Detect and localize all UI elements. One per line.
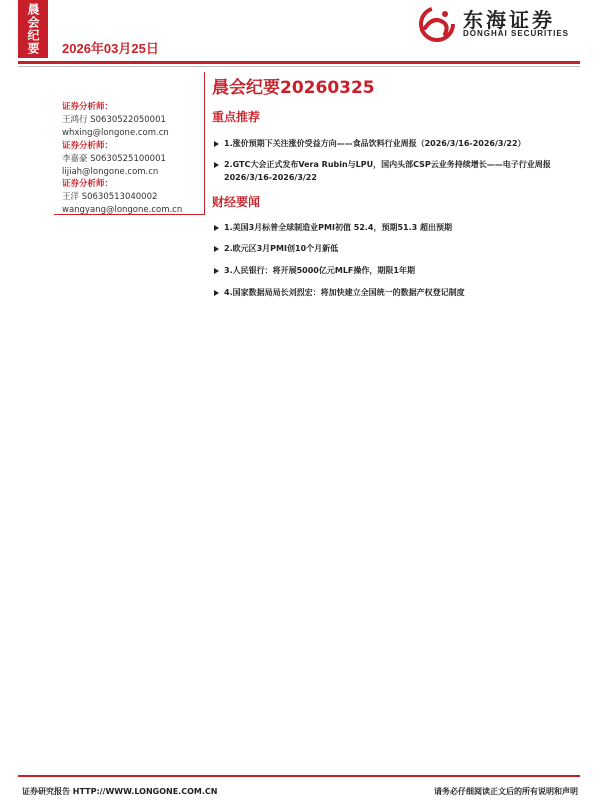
news-item: 2.欧元区3月PMI创10个月新低	[214, 242, 584, 255]
news-item: 3.人民银行：将开展5000亿元MLF操作，期限1年期	[214, 264, 584, 277]
triangle-bullet-icon	[214, 162, 219, 168]
triangle-bullet-icon	[214, 246, 219, 252]
report-date: 2026年03月25日	[62, 41, 159, 56]
triangle-bullet-icon	[214, 268, 219, 274]
analyst-email: wangyang@longone.com.cn	[62, 205, 183, 215]
triangle-bullet-icon	[214, 290, 219, 296]
analyst-1	[62, 101, 169, 140]
analyst-email: whxing@longone.com.cn	[62, 128, 169, 138]
logo-english-name: DONGHAI SECURITIES	[463, 29, 570, 38]
news-item: 4.国家数据局局长刘烈宏：将加快建立全国统一的数据产权登记制度	[214, 286, 584, 299]
header-divider	[18, 61, 580, 64]
highlight-item: 2.GTC大会正式发布Vera Rubin与LPU，国内头部CSP云业务持续增长——电子行业周报2026/3/16-2026/3/22	[214, 158, 584, 184]
analyst-name: 李嘉豪 S0630525100001	[62, 154, 166, 164]
header-subdivider	[18, 66, 580, 67]
footer-website: 证券研究报告 HTTP://WWW.LONGONE.COM.CN	[22, 787, 218, 796]
section-title-highlights: 重点推荐	[212, 110, 261, 124]
section-title-news: 财经要闻	[212, 195, 261, 209]
sidebar-divider	[204, 72, 205, 214]
analyst-role: 证券分析师：	[62, 141, 114, 151]
analyst-name: 王洋 S0630513040002	[62, 192, 158, 202]
side-tab: 晨会纪要	[18, 0, 48, 58]
analyst-role: 证券分析师：	[62, 179, 114, 189]
analyst-name: 王鸿行 S0630522050001	[62, 115, 166, 125]
highlight-item: 1.涨价预期下关注涨价受益方向——食品饮料行业周报（2026/3/16-2026/3/22）	[214, 137, 584, 150]
triangle-bullet-icon	[214, 141, 219, 147]
triangle-bullet-icon	[214, 225, 219, 231]
analyst-role: 证券分析师：	[62, 102, 114, 112]
footer-disclaimer: 请务必仔细阅读正文后的所有说明和声明	[434, 787, 578, 796]
logo-chinese-name: 东海证券	[463, 8, 555, 32]
analyst-3	[62, 178, 182, 217]
news-item: 1.美国3月标普全球制造业PMI初值 52.4，预期51.3 超出预期	[214, 221, 584, 234]
analyst-2	[62, 140, 166, 179]
page-title: 晨会纪要20260325	[212, 78, 375, 98]
footer-divider	[18, 775, 580, 777]
company-logo	[415, 2, 580, 46]
wave-logo-icon	[415, 2, 459, 46]
analyst-email: lijiah@longone.com.cn	[62, 167, 159, 177]
